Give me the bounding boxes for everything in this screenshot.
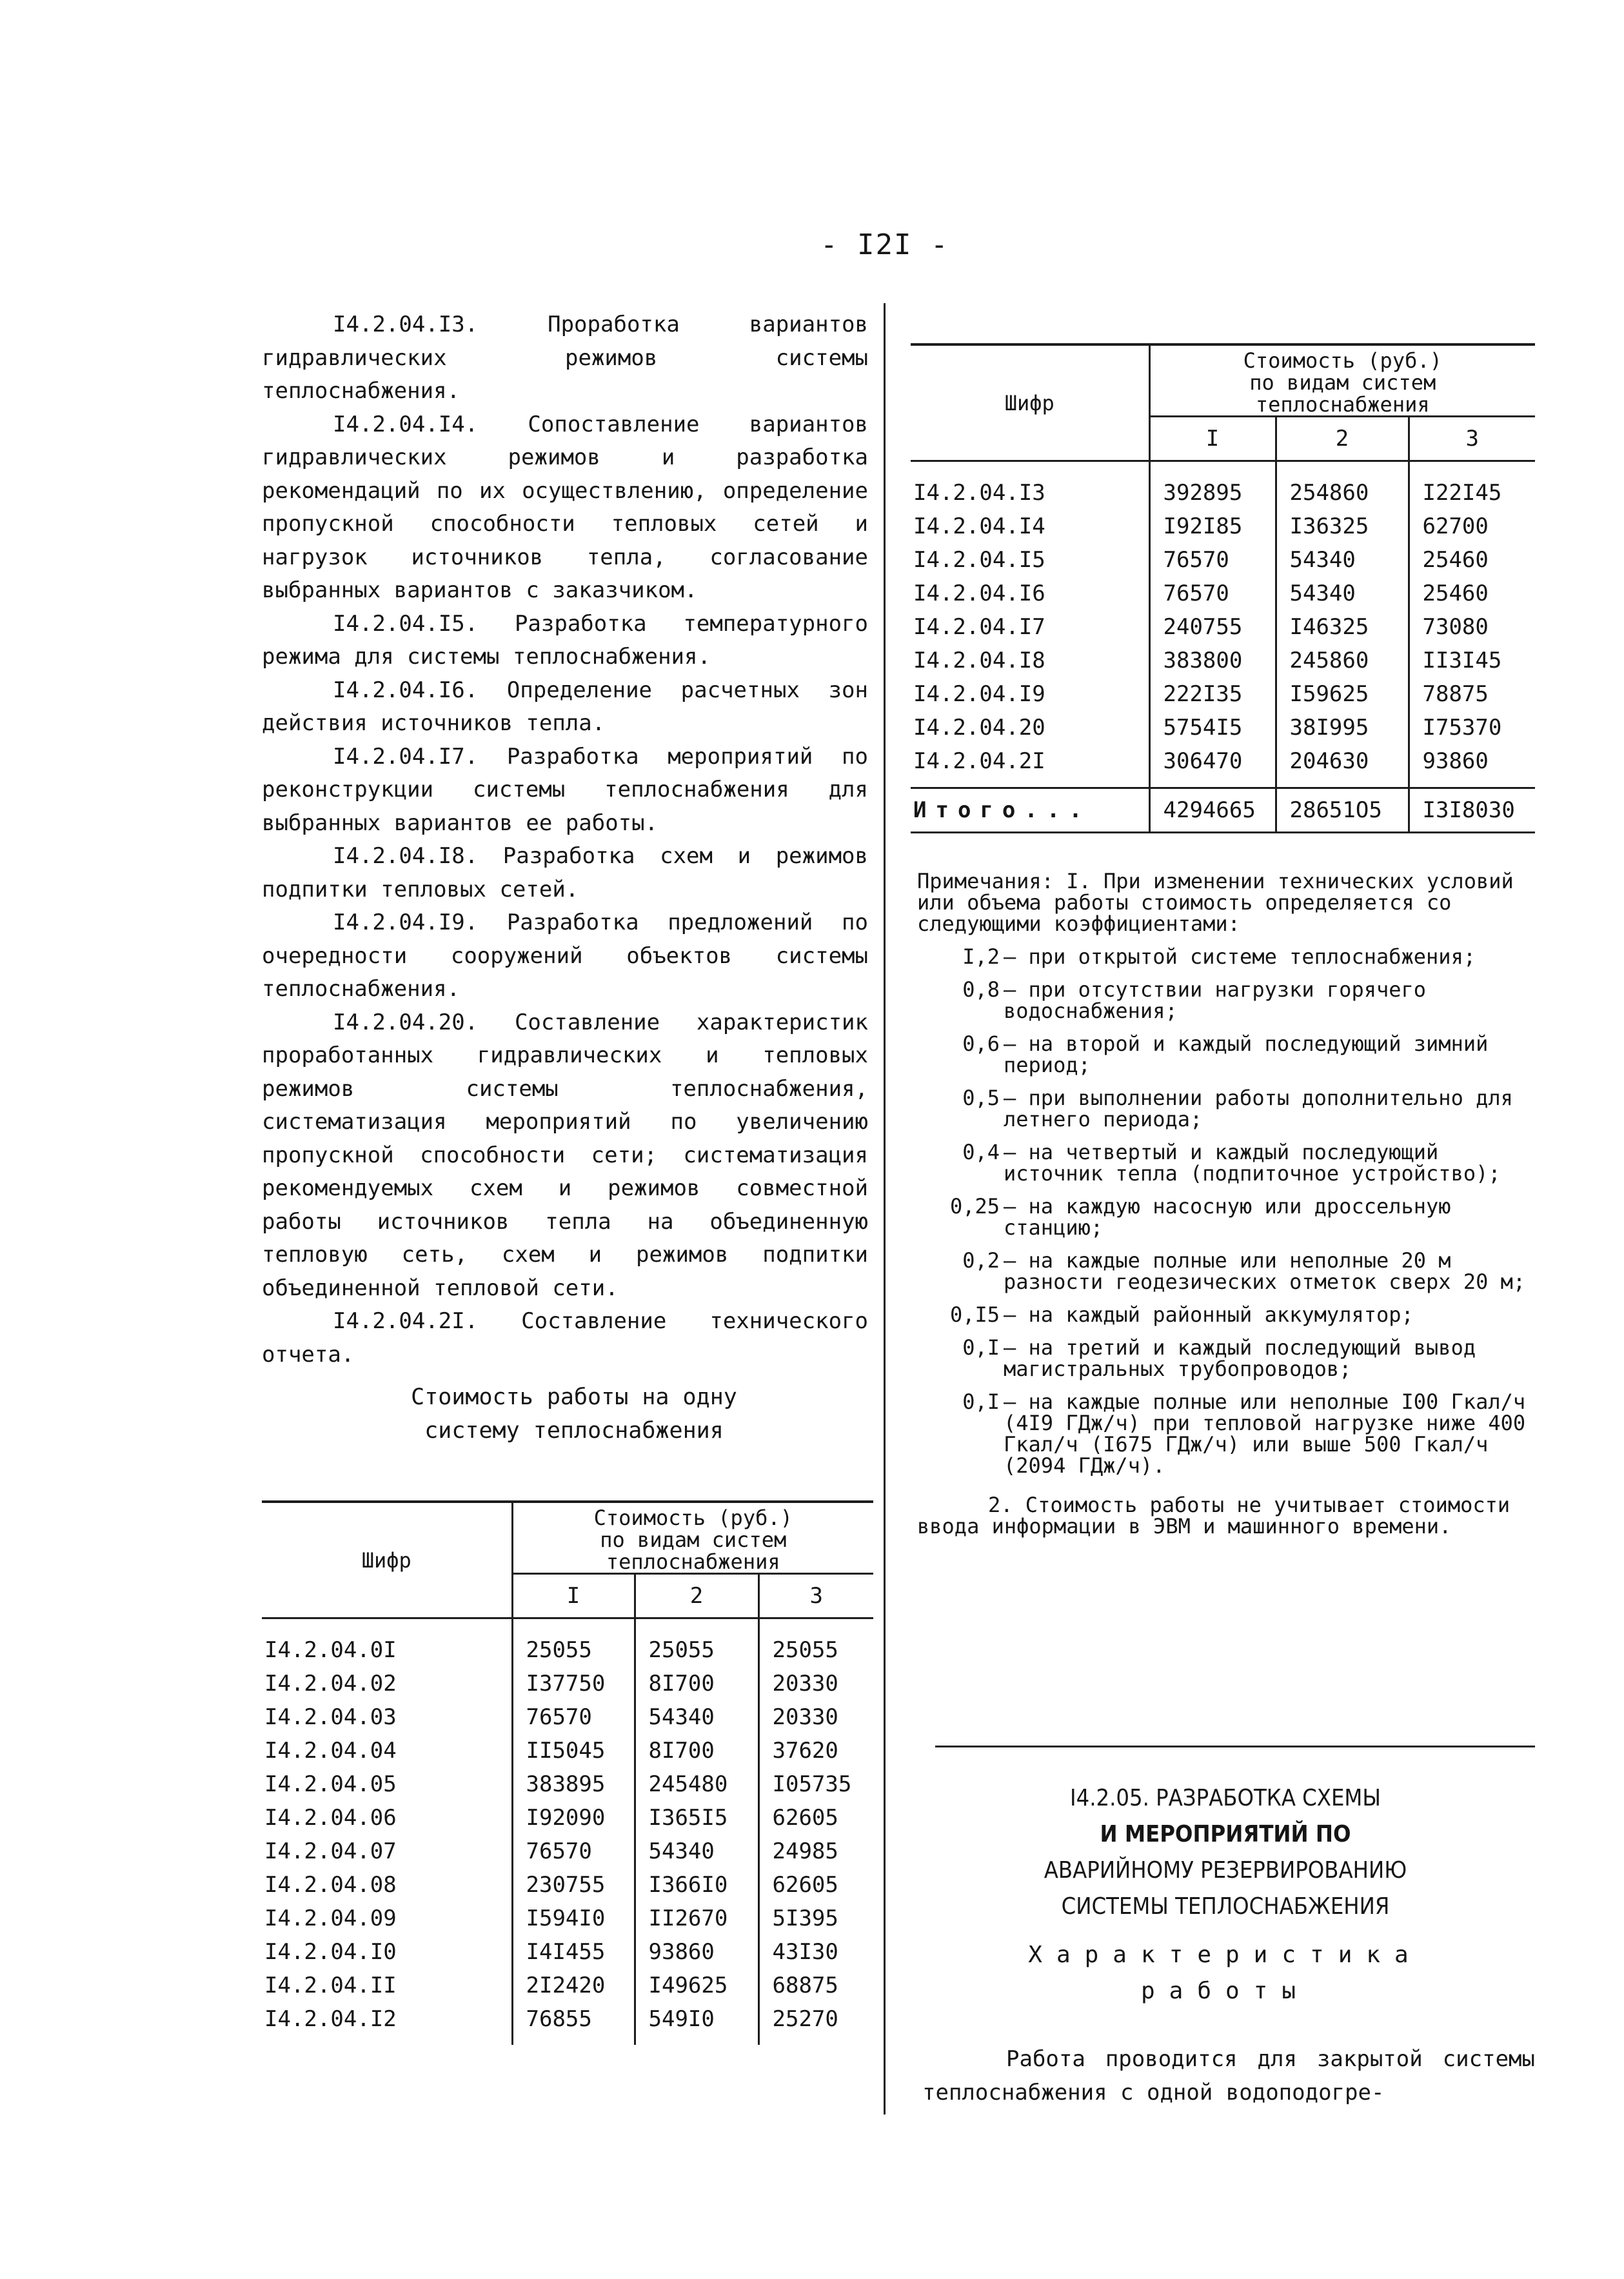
coefficient-description: – на каждый районный аккумулятор; xyxy=(1004,1302,1414,1327)
cost-cell: I36325 xyxy=(1276,510,1409,543)
note-coefficient-item xyxy=(917,1304,1536,1326)
notes-lead: Примечания: I. При изменении технических условий или объема работы стоимость определяется со следующими коэффициентами: xyxy=(917,869,1514,936)
column-divider xyxy=(884,303,886,2115)
paragraph: I4.2.04.I6. Определение расчетных зон действия источников тепла. xyxy=(262,677,868,736)
paragraph: I4.2.04.I5. Разработка температурного режима для системы теплоснабжения. xyxy=(262,610,868,670)
header-col-1: I xyxy=(1149,417,1276,461)
coefficient-description: – при отсутствии нагрузки горячего водоснабжения; xyxy=(1004,977,1427,1023)
code-cell: I4.2.04.I2 xyxy=(264,2006,397,2032)
coefficient-description: – при открытой системе теплоснабжения; xyxy=(1004,944,1476,969)
cost-cell: 93860 xyxy=(1409,744,1535,788)
notes-block xyxy=(917,871,1536,1537)
paragraph: I4.2.04.I7. Разработка мероприятий по реконструкции системы теплоснабжения для выбранных вариантов ее работы. xyxy=(262,743,868,836)
total-cell: I3I8030 xyxy=(1409,788,1535,833)
header-cost: Стоимость (руб.) по видам систем теплоснабжения xyxy=(1149,344,1535,417)
cost-cell: 5I395 xyxy=(758,1902,873,1935)
cost-cell: 222I35 xyxy=(1149,677,1276,711)
cost-cell: 76855 xyxy=(512,2002,635,2045)
cost-cell: 25460 xyxy=(1409,543,1535,577)
coefficient-value: 0,I5 xyxy=(949,1302,1000,1327)
cost-cell: 68875 xyxy=(758,1969,873,2002)
table-row xyxy=(911,577,1535,610)
coefficient-value: I,2 xyxy=(962,944,1000,969)
cost-cell: 24985 xyxy=(758,1835,873,1868)
cost-cell: 20330 xyxy=(758,1667,873,1700)
cost-cell: I365I5 xyxy=(635,1801,758,1835)
header-col-3: 3 xyxy=(758,1574,873,1618)
note-coefficient-item xyxy=(917,1196,1536,1239)
code-cell: I4.2.04.03 xyxy=(264,1704,397,1730)
header-cost: Стоимость (руб.) по видам систем теплоснабжения xyxy=(512,1502,873,1574)
cost-cell: 245860 xyxy=(1276,644,1409,677)
section-divider xyxy=(935,1746,1535,1747)
paragraph: I4.2.04.20. Составление характеристик проработанных гидравлических и тепловых режимов системы теплоснабжения, систематизация мероприятий по увеличению пропускной способности сети; систематизация рекомендуемых схем и режимов совместной работы источников тепла на объединенную тепловую сеть, схем и режимов подпитки объединенной тепловой сети. xyxy=(262,1009,868,1301)
cost-cell: 25270 xyxy=(758,2002,873,2045)
paragraph: I4.2.04.I3. Проработка вариантов гидравлических режимов системы теплоснабжения. xyxy=(262,312,868,404)
cost-cell: I75370 xyxy=(1409,711,1535,744)
coefficient-description: – на каждые полные или неполные I00 Гкал/ч (4I9 ГДж/ч) при тепловой нагрузке ниже 400 Гкал/ч (I675 ГДж/ч) или выше 500 Гкал/ч (2094 ГДж/ч). xyxy=(1004,1389,1526,1478)
cost-cell: 383800 xyxy=(1149,644,1276,677)
code-cell: I4.2.04.II xyxy=(264,1973,397,1998)
coefficient-value: 0,4 xyxy=(962,1140,1000,1164)
note-coefficient-item xyxy=(917,1391,1536,1477)
left-column-text xyxy=(262,308,868,1371)
coefficient-value: 0,5 xyxy=(962,1086,1000,1110)
paragraph: I4.2.04.2I. Составление технического отчета. xyxy=(262,1308,868,1368)
cost-cell: I49625 xyxy=(635,1969,758,2002)
characteristic-title: Характеристика работы xyxy=(1028,1942,1423,2004)
note-coefficient-item xyxy=(917,1337,1536,1380)
table-total-row xyxy=(911,788,1535,833)
code-cell: I4.2.04.08 xyxy=(264,1872,397,1898)
cost-cell: II5045 xyxy=(512,1734,635,1767)
paragraph: I4.2.04.I9. Разработка предложений по очередности сооружений объектов системы теплоснабжения. xyxy=(262,910,868,1002)
header-col-2: 2 xyxy=(1276,417,1409,461)
coefficient-value: 0,I xyxy=(962,1335,1000,1360)
cost-cell: 230755 xyxy=(512,1868,635,1902)
total-cell: 4294665 xyxy=(1149,788,1276,833)
cost-cell: 76570 xyxy=(1149,577,1276,610)
table-row xyxy=(911,610,1535,644)
coefficient-description: – на четвертый и каждый последующий источник тепла (подпиточное устройство); xyxy=(1004,1140,1501,1186)
cost-cell: 76570 xyxy=(512,1700,635,1734)
cost-cell: 54340 xyxy=(635,1700,758,1734)
code-cell: I4.2.04.I8 xyxy=(913,648,1045,673)
code-cell: I4.2.04.I0 xyxy=(264,1939,397,1965)
cost-table-left xyxy=(262,1500,873,2045)
note-coefficient-item xyxy=(917,1088,1536,1130)
cost-cell: 204630 xyxy=(1276,744,1409,788)
code-cell: I4.2.04.I5 xyxy=(913,547,1045,573)
code-cell: I4.2.04.05 xyxy=(264,1771,397,1797)
code-cell: I4.2.04.02 xyxy=(264,1671,397,1697)
cost-cell: 76570 xyxy=(1149,543,1276,577)
cost-cell: 25460 xyxy=(1409,577,1535,610)
code-cell: I4.2.04.09 xyxy=(264,1906,397,1931)
cost-cell: I594I0 xyxy=(512,1902,635,1935)
header-code: Шифр xyxy=(262,1502,512,1618)
cost-table-right xyxy=(911,343,1535,833)
cost-cell: I366I0 xyxy=(635,1868,758,1902)
total-label: Итого... xyxy=(911,788,1149,833)
cost-cell: 245480 xyxy=(635,1767,758,1801)
table-row xyxy=(911,461,1535,510)
cost-cell: I92090 xyxy=(512,1801,635,1835)
header-code: Шифр xyxy=(911,344,1149,461)
cost-cell: 93860 xyxy=(635,1935,758,1969)
note-coefficient-item xyxy=(917,946,1536,968)
code-cell: I4.2.04.06 xyxy=(264,1805,397,1831)
code-cell: I4.2.04.2I xyxy=(913,748,1045,774)
cost-cell: 38I995 xyxy=(1276,711,1409,744)
cost-cell: 54340 xyxy=(1276,577,1409,610)
cost-cell: 5754I5 xyxy=(1149,711,1276,744)
cost-cell: 383895 xyxy=(512,1767,635,1801)
table-row xyxy=(262,1618,873,1667)
coefficient-value: 0,2 xyxy=(962,1248,1000,1273)
paragraph: I4.2.04.I4. Сопоставление вариантов гидравлических режимов и разработка рекомендаций по их осуществлению, определение пропускной способности тепловых сетей и нагрузок источников тепла, согласование выбранных вариантов с заказчиком. xyxy=(262,411,868,603)
section-title: I4.2.05. РАЗРАБОТКА СХЕМЫ И МЕРОПРИЯТИЙ ПО АВАРИЙНОМУ РЕЗЕРВИРОВАНИЮ СИСТЕМЫ ТЕПЛОСНАБЖЕНИЯ xyxy=(1044,1785,1407,1920)
coefficient-value: 0,I xyxy=(962,1389,1000,1414)
notes-items xyxy=(917,946,1536,1477)
cost-cell: I4I455 xyxy=(512,1935,635,1969)
cost-cell: I46325 xyxy=(1276,610,1409,644)
coefficient-value: 0,25 xyxy=(949,1194,1000,1219)
cost-cell: 20330 xyxy=(758,1700,873,1734)
coefficient-description: – на каждую насосную или дроссельную станцию; xyxy=(1004,1194,1451,1240)
cost-cell: 240755 xyxy=(1149,610,1276,644)
coefficient-description: – при выполнении работы дополнительно для летнего периода; xyxy=(1004,1086,1513,1131)
coefficient-description: – на каждые полные или неполные 20 м разности геодезических отметок сверх 20 м; xyxy=(1004,1248,1526,1294)
total-cell: 28651O5 xyxy=(1276,788,1409,833)
cost-cell: 2I2420 xyxy=(512,1969,635,2002)
cost-cell: 62605 xyxy=(758,1801,873,1835)
code-cell: I4.2.04.I9 xyxy=(913,681,1045,707)
cost-cell: 43I30 xyxy=(758,1935,873,1969)
note-coefficient-item xyxy=(917,1033,1536,1076)
table-row xyxy=(262,1935,873,1969)
table-row xyxy=(262,2002,873,2045)
header-col-3: 3 xyxy=(1409,417,1535,461)
cost-cell: 549I0 xyxy=(635,2002,758,2045)
table-row xyxy=(262,1868,873,1902)
work-description: Работа проводится для закрытой системы теплоснабжения с одной водоподогре- xyxy=(922,2046,1535,2105)
cost-cell: 254860 xyxy=(1276,461,1409,510)
cost-cell: 25055 xyxy=(635,1618,758,1667)
cost-cell: 25055 xyxy=(758,1618,873,1667)
note-coefficient-item xyxy=(917,979,1536,1022)
cost-cell: 62605 xyxy=(758,1868,873,1902)
page-number: - I2I - xyxy=(820,228,949,261)
coefficient-value: 0,8 xyxy=(962,977,1000,1002)
code-cell: I4.2.04.04 xyxy=(264,1738,397,1764)
header-col-1: I xyxy=(512,1574,635,1618)
cost-cell: 8I700 xyxy=(635,1734,758,1767)
cost-cell: 25055 xyxy=(512,1618,635,1667)
table-row xyxy=(262,1667,873,1700)
cost-cell: 78875 xyxy=(1409,677,1535,711)
cost-cell: II3I45 xyxy=(1409,644,1535,677)
table-row xyxy=(262,1801,873,1835)
cost-cell: 37620 xyxy=(758,1734,873,1767)
code-cell: I4.2.04.07 xyxy=(264,1838,397,1864)
cost-cell: I22I45 xyxy=(1409,461,1535,510)
table-row xyxy=(262,1767,873,1801)
cost-cell: I37750 xyxy=(512,1667,635,1700)
table-row xyxy=(262,1835,873,1868)
note-coefficient-item xyxy=(917,1142,1536,1184)
cost-cell: 54340 xyxy=(1276,543,1409,577)
table-row xyxy=(911,510,1535,543)
code-cell: I4.2.04.I4 xyxy=(913,513,1045,539)
paragraph: I4.2.04.I8. Разработка схем и режимов подпитки тепловых сетей. xyxy=(262,843,868,902)
table-row xyxy=(262,1700,873,1734)
table-row xyxy=(911,543,1535,577)
cost-cell: I59625 xyxy=(1276,677,1409,711)
code-cell: I4.2.04.I7 xyxy=(913,614,1045,640)
cost-cell: 73080 xyxy=(1409,610,1535,644)
table-row xyxy=(262,1969,873,2002)
code-cell: I4.2.04.I3 xyxy=(913,480,1045,506)
cost-cell: I05735 xyxy=(758,1767,873,1801)
table-row xyxy=(911,711,1535,744)
coefficient-value: 0,6 xyxy=(962,1031,1000,1056)
cost-cell: 62700 xyxy=(1409,510,1535,543)
cost-cell: I92I85 xyxy=(1149,510,1276,543)
note-coefficient-item xyxy=(917,1250,1536,1293)
coefficient-description: – на второй и каждый последующий зимний период; xyxy=(1004,1031,1489,1077)
notes-end: 2. Стоимость работы не учитывает стоимости ввода информации в ЭВМ и машинного времени. xyxy=(917,1493,1510,1538)
cost-cell: 8I700 xyxy=(635,1667,758,1700)
table-row xyxy=(911,677,1535,711)
code-cell: I4.2.04.I6 xyxy=(913,581,1045,606)
code-cell: I4.2.04.20 xyxy=(913,715,1045,741)
coefficient-description: – на третий и каждый последующий вывод магистральных трубопроводов; xyxy=(1004,1335,1476,1381)
cost-cell: II2670 xyxy=(635,1902,758,1935)
cost-cell: 392895 xyxy=(1149,461,1276,510)
header-col-2: 2 xyxy=(635,1574,758,1618)
table-subtitle: Стоимость работы на одну систему теплоснабжения xyxy=(411,1384,737,1444)
table-row xyxy=(262,1734,873,1767)
cost-cell: 54340 xyxy=(635,1835,758,1868)
table-row xyxy=(262,1902,873,1935)
code-cell: I4.2.04.0I xyxy=(264,1637,397,1663)
cost-cell: 76570 xyxy=(512,1835,635,1868)
table-row xyxy=(911,744,1535,788)
table-row xyxy=(911,644,1535,677)
cost-cell: 306470 xyxy=(1149,744,1276,788)
